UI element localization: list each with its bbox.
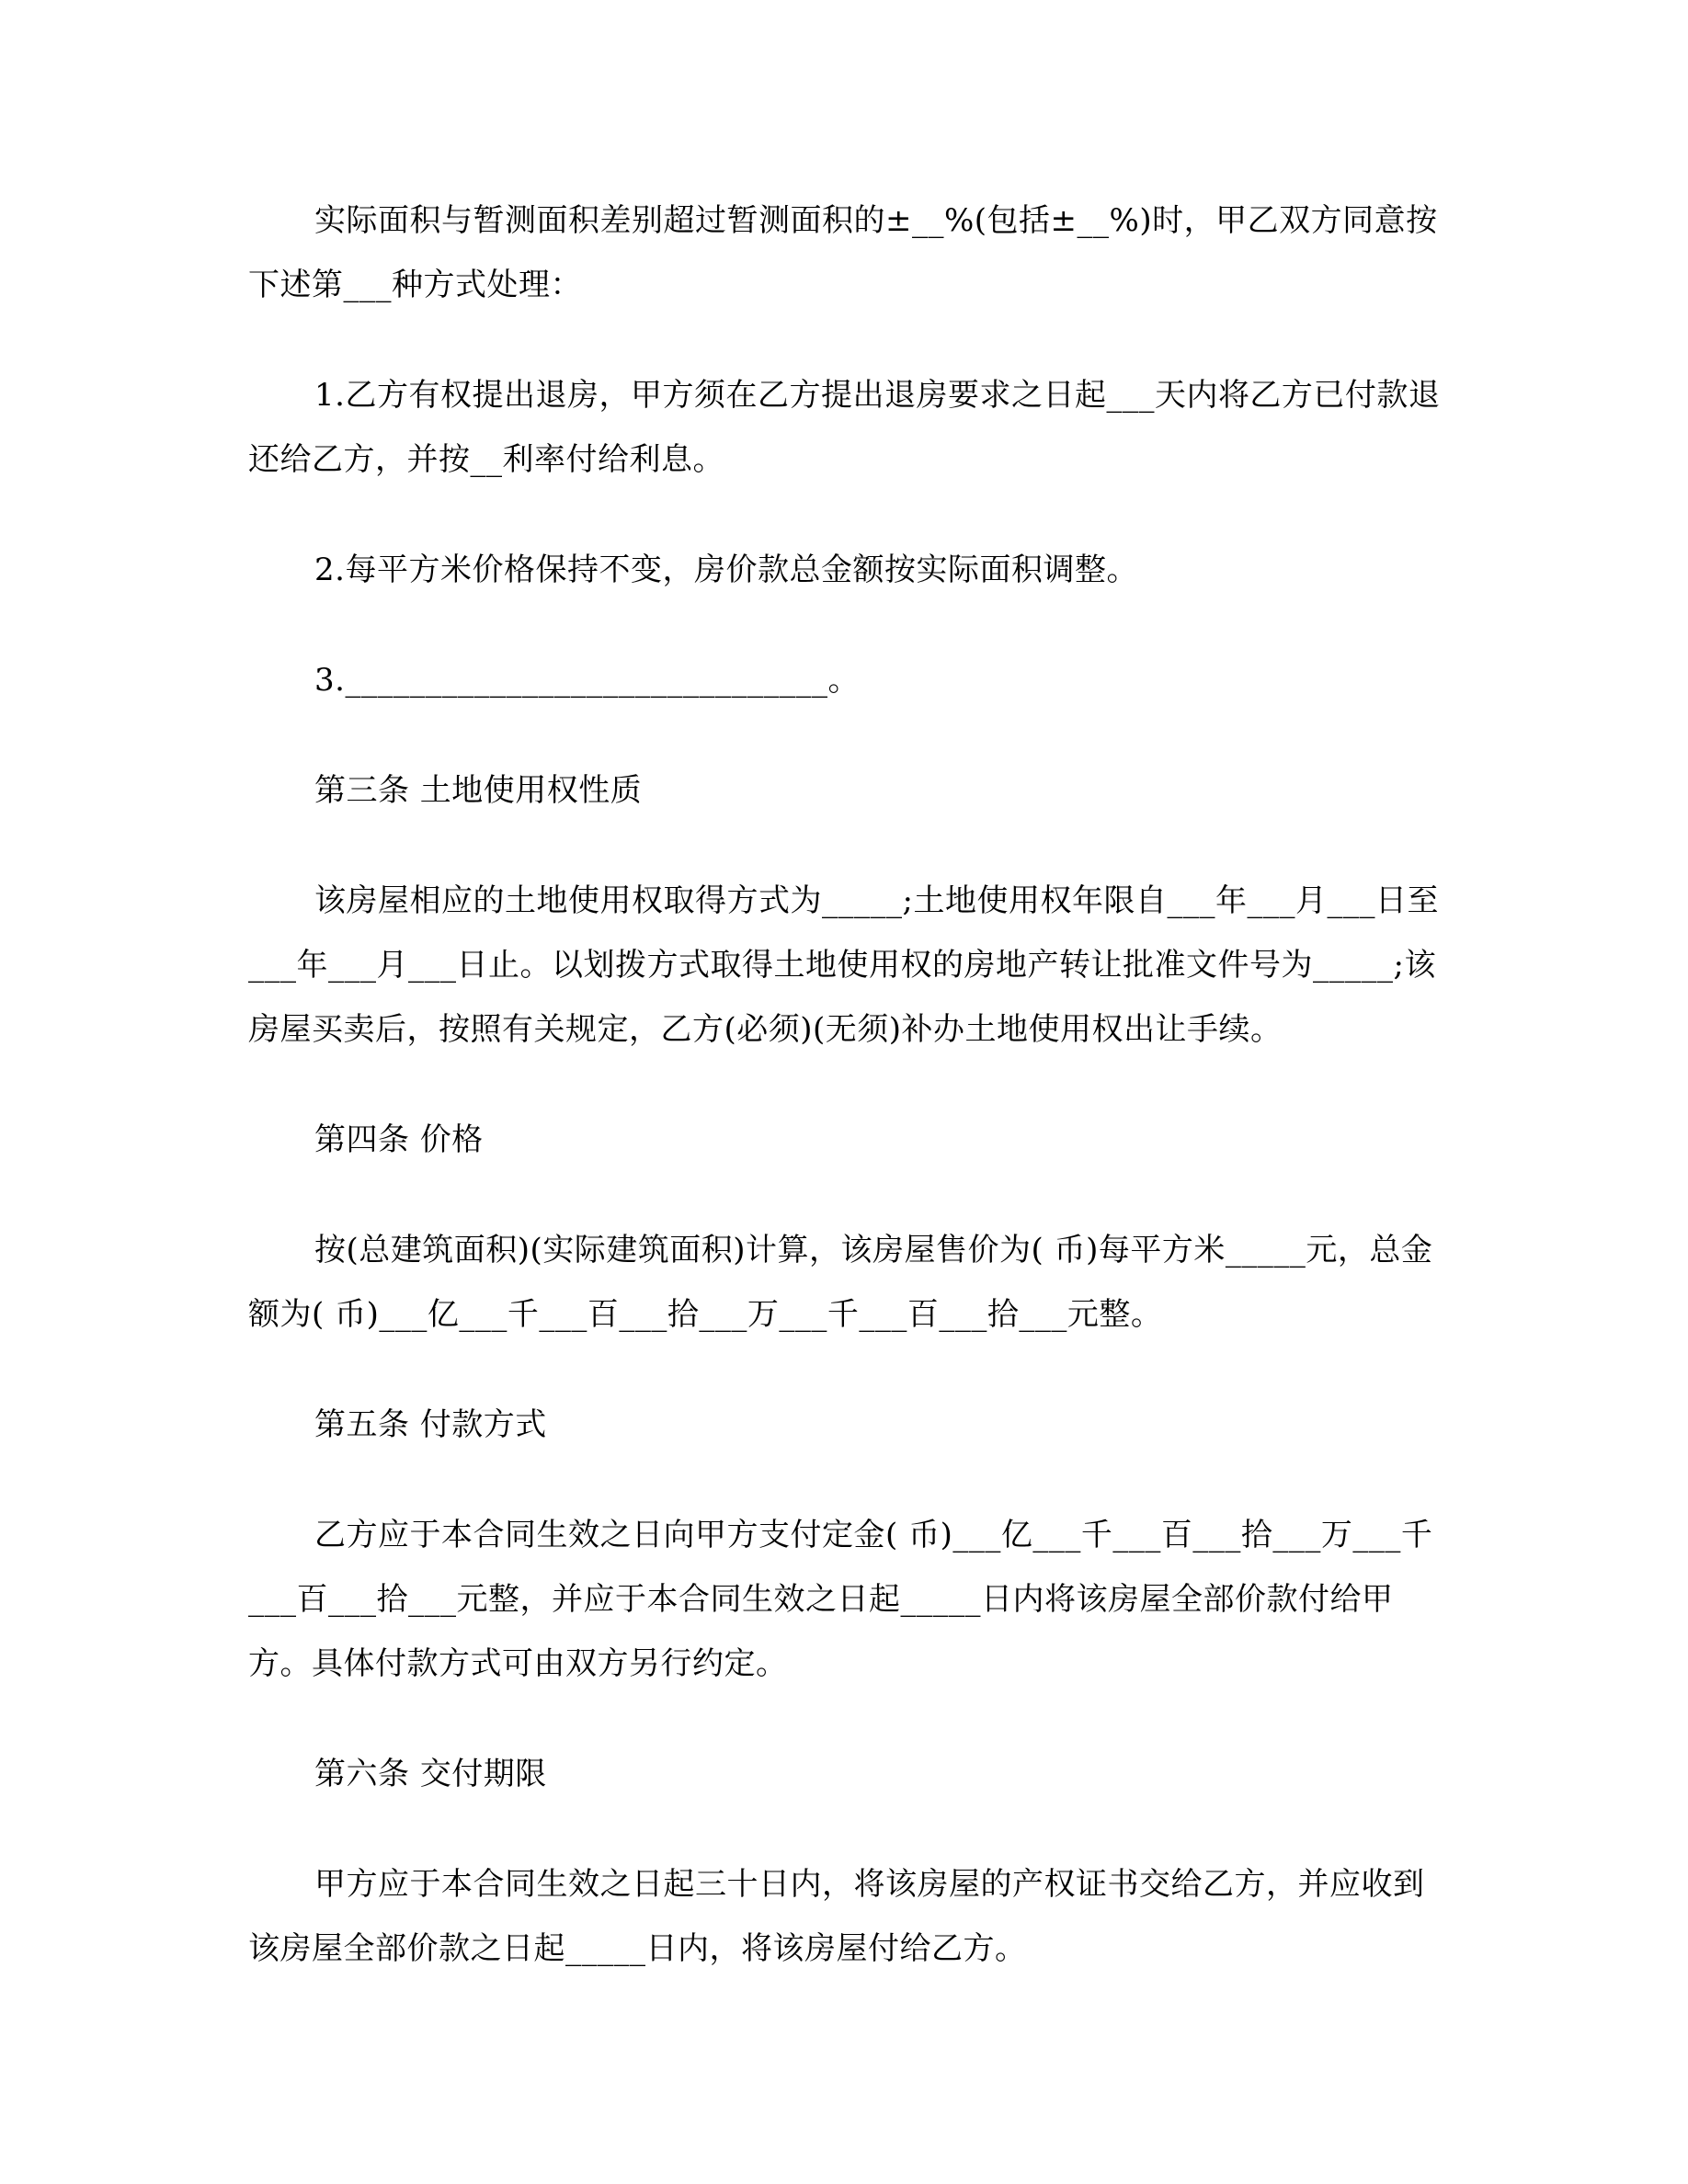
option-2: 2.每平方米价格保持不变，房价款总金额按实际面积调整。	[314, 552, 1138, 588]
article-4-body: 按(总建筑面积)(实际建筑面积)计算，该房屋售价为( 币)每平方米_____元，总金额为( 币)___亿___千___百___拾___万___千___百___拾___元整。	[248, 1232, 1433, 1333]
option-3: 3.______________________________。	[314, 662, 860, 699]
area-difference-clause: 实际面积与暂测面积差别超过暂测面积的±__%(包括±__%)时，甲乙双方同意按下述第___种方式处理：	[248, 202, 1438, 303]
article-3-heading: 第三条 土地使用权性质	[314, 772, 643, 809]
option-1: 1.乙方有权提出退房，甲方须在乙方提出退房要求之日起___天内将乙方已付款退还给乙方，并按__利率付给利息。	[248, 377, 1441, 478]
article-6-body: 甲方应于本合同生效之日起三十日内，将该房屋的产权证书交给乙方，并应收到该房屋全部价款之日起_____日内，将该房屋付给乙方。	[248, 1866, 1425, 1967]
article-3-body: 该房屋相应的土地使用权取得方式为_____;土地使用权年限自___年___月___日至___年___月___日止。以划拨方式取得土地使用权的房地产转让批准文件号为_____;该房屋买卖后，按照有关规定，乙方(必须)(无须)补办土地使用权出让手续。	[248, 882, 1439, 1048]
article-6-heading: 第六条 交付期限	[314, 1756, 547, 1792]
document-body	[248, 188, 1443, 2027]
article-5-heading: 第五条 付款方式	[314, 1406, 547, 1443]
article-5-body: 乙方应于本合同生效之日向甲方支付定金( 币)___亿___千___百___拾___万___千___百___拾___元整，并应于本合同生效之日起_____日内将该房屋全部价款付给甲方。具体付款方式可由双方另行约定。	[248, 1517, 1433, 1682]
article-4-heading: 第四条 价格	[314, 1121, 484, 1158]
